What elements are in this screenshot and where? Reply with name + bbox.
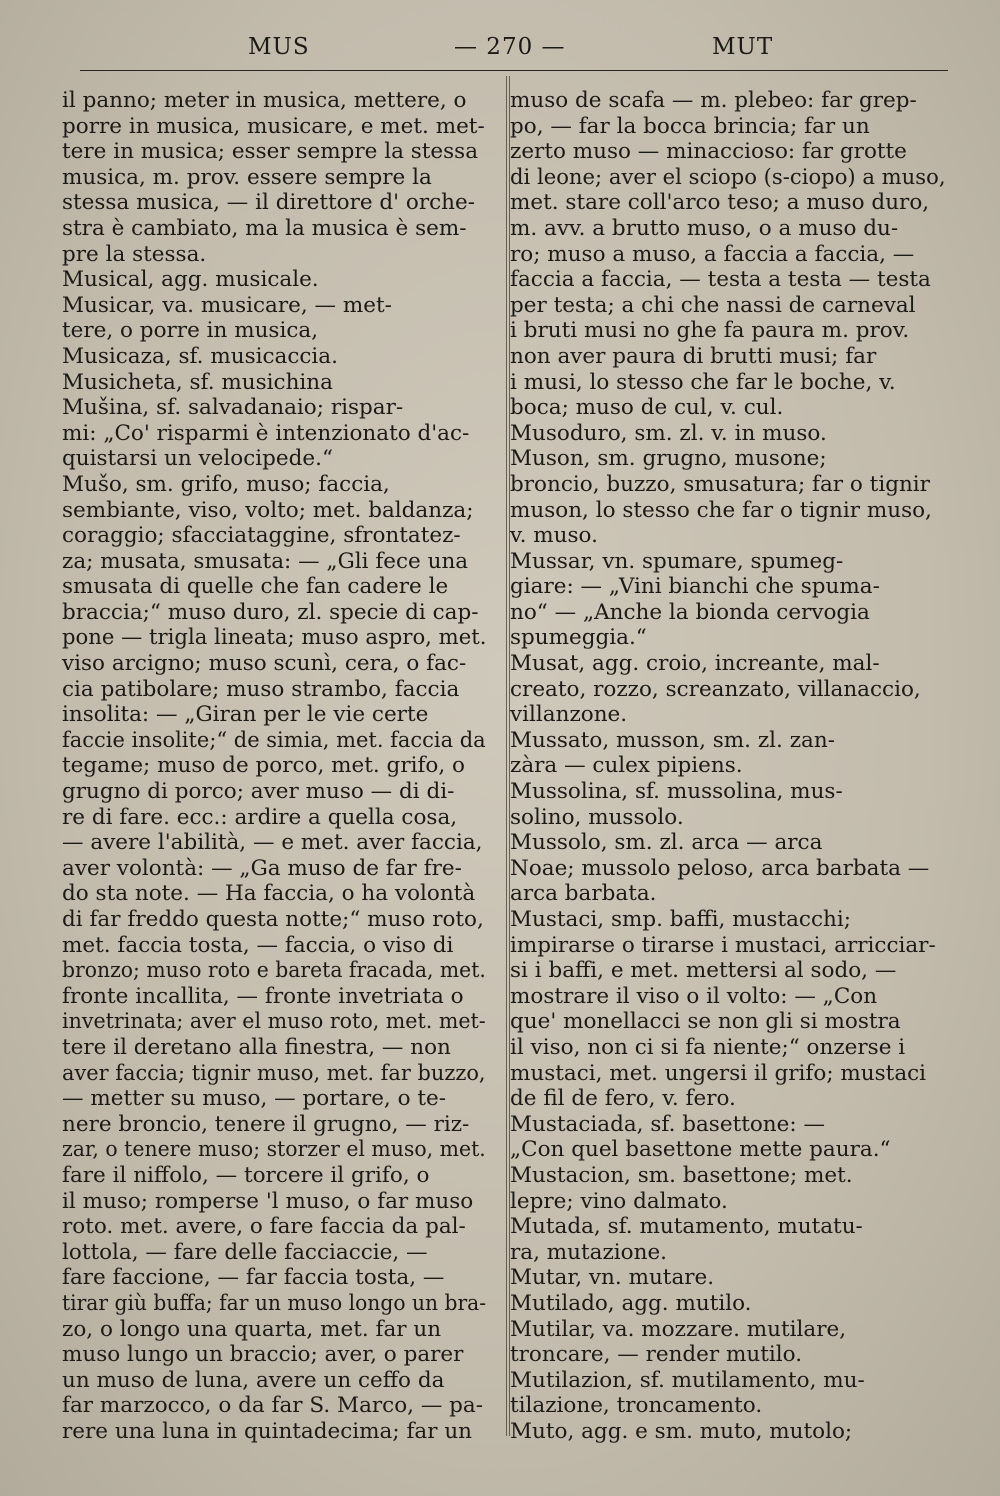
text-line: fronte incallita, — fronte invetriata o: [62, 983, 464, 1009]
text-line: muso de scafa — m. plebeo: far grep-: [510, 88, 917, 113]
text-line: creato, rozzo, screanzato, villanaccio,: [510, 676, 921, 702]
text-line: po, — far la bocca brincia; far un: [510, 113, 870, 139]
text-line: aver volontà: — „Ga muso de far fre-: [62, 855, 462, 881]
text-line: quistarsi un velocipede.“: [62, 446, 333, 472]
text-line: broncio, buzzo, smusatura; far o tignir: [510, 471, 930, 497]
text-line: do sta note. — Ha faccia, o ha volontà: [62, 881, 476, 907]
text-line: coraggio; sfacciataggine, sfrontatez-: [62, 523, 461, 549]
text-line: il panno; meter in musica, mettere, o: [62, 88, 467, 113]
text-line: Mušo, sm. grifo, muso; faccia,: [62, 471, 390, 497]
text-line: zerto muso — minaccioso: far grotte: [510, 139, 907, 165]
text-line: il viso, non ci si fa niente;“ onzerse i: [510, 1034, 906, 1060]
text-line: pre la stessa.: [62, 241, 207, 267]
text-line: per testa; a chi che nassi de carneval: [510, 292, 916, 318]
text-line: v. muso.: [510, 523, 598, 549]
text-line: Musicar, va. musicare, — met-: [62, 292, 392, 318]
text-line: faccie insolite;“ de simia, met. faccia da: [62, 727, 486, 753]
text-line: boca; muso de cul, v. cul.: [510, 395, 784, 421]
text-line: mi: „Co' risparmi è intenzionato d'ac-: [62, 420, 470, 446]
text-line: impirarse o tirarse i mustaci, arricciar-: [510, 932, 936, 958]
text-line: musica, m. prov. essere sempre la: [62, 164, 432, 190]
text-line: fare faccione, — far faccia tosta, —: [62, 1265, 445, 1291]
text-line: „Con quel basettone mette paura.“: [510, 1137, 891, 1163]
text-line: Musical, agg. musicale.: [62, 267, 319, 293]
header-right-guideword: MUT: [712, 34, 774, 60]
text-line: Mutilado, agg. mutilo.: [510, 1290, 752, 1316]
text-line: — avere l'abilità, — e met. aver faccia,: [62, 830, 483, 856]
text-line: rere una luna in quintadecima; far un: [62, 1418, 473, 1444]
text-line: Musicaza, sf. musicaccia.: [62, 343, 338, 369]
text-line: stra è cambiato, ma la musica è sem-: [62, 215, 467, 241]
text-line: si i baffi, e met. mettersi al sodo, —: [510, 958, 897, 984]
text-line: Muson, sm. grugno, musone;: [510, 446, 827, 472]
text-line: muson, lo stesso che far o tignir muso,: [510, 497, 932, 523]
text-line: non aver paura di brutti musi; far: [510, 343, 877, 369]
text-line: viso arcigno; muso scunì, cera, o fac-: [62, 651, 467, 677]
text-line: met. stare coll'arco teso; a muso duro,: [510, 190, 930, 216]
text-line: spumeggia.“: [510, 625, 647, 651]
text-line: porre in musica, musicare, e met. met-: [62, 113, 485, 139]
text-line: troncare, — render mutilo.: [510, 1342, 803, 1368]
text-line: Musoduro, sm. zl. v. in muso.: [510, 420, 827, 446]
text-line: — metter su muso, — portare, o te-: [62, 1086, 447, 1112]
text-line: zar, o tenere muso; storzer el muso, met.: [62, 1137, 486, 1163]
text-line: zàra — culex pipiens.: [510, 753, 743, 779]
text-line: Mustacion, sm. basettone; met.: [510, 1162, 853, 1188]
text-line: muso lungo un braccio; aver, o parer: [62, 1342, 464, 1368]
text-line: fare il niffolo, — torcere il grifo, o: [62, 1162, 430, 1188]
text-line: zo, o longo una quarta, met. far un: [62, 1316, 442, 1342]
text-line: di far freddo questa notte;“ muso roto,: [62, 907, 484, 932]
text-line: stessa musica, — il direttore d' orche-: [62, 190, 476, 216]
text-line: nere broncio, tenere il grugno, — riz-: [62, 1111, 470, 1137]
right-column: [510, 88, 946, 1444]
text-line: cia patibolare; muso strambo, faccia: [62, 676, 460, 702]
text-line: pone — trigla lineata; muso aspro, met.: [62, 625, 487, 651]
text-line: far marzocco, o da far S. Marco, — pa-: [62, 1393, 483, 1419]
text-line: Mušina, sf. salvadanaio; rispar-: [62, 395, 404, 421]
text-line: met. faccia tosta, — faccia, o viso di: [62, 932, 454, 958]
text-line: Mussolo, sm. zl. arca — arca: [510, 830, 823, 856]
text-line: Mustaci, smp. baffi, mustacchi;: [510, 907, 851, 932]
text-line: Muto, agg. e sm. muto, mutolo;: [510, 1418, 853, 1444]
text-line: faccia a faccia, — testa a testa — testa: [510, 267, 931, 293]
text-line: mostrare il viso o il volto: — „Con: [510, 983, 878, 1009]
left-column: [62, 88, 486, 1444]
text-line: Mutada, sf. mutamento, mutatu-: [510, 1214, 863, 1240]
text-line: insolita: — „Giran per le vie certe: [62, 702, 429, 728]
text-line: Mutar, vn. mutare.: [510, 1265, 715, 1291]
text-line: Noae; mussolo peloso, arca barbata —: [510, 855, 930, 881]
header-rule: [80, 70, 948, 71]
running-header: [70, 34, 940, 68]
text-line: de fil de fero, v. fero.: [510, 1086, 736, 1112]
text-line: Mussolina, sf. mussolina, mus-: [510, 779, 843, 805]
text-line: que' monellacci se non gli si mostra: [510, 1009, 901, 1035]
text-line: tere in musica; esser sempre la stessa: [62, 139, 479, 165]
text-line: Mutilar, va. mozzare. mutilare,: [510, 1316, 847, 1342]
header-left-guideword: MUS: [248, 34, 310, 60]
text-line: tirar giù buffa; far un muso longo un bra-: [62, 1290, 487, 1316]
text-line: di leone; aver el sciopo (s-ciopo) a muso,: [510, 164, 946, 190]
text-line: za; musata, smusata: — „Gli fece una: [62, 548, 469, 574]
text-line: smusata di quelle che fan cadere le: [62, 574, 449, 600]
text-line: bronzo; muso roto e bareta fracada, met.: [62, 958, 486, 984]
text-line: tegame; muso de porco, met. grifo, o: [62, 753, 465, 779]
text-line: grugno di porco; aver muso — di di-: [62, 779, 455, 805]
text-line: sembiante, viso, volto; met. baldanza;: [62, 497, 474, 523]
page-number: — 270 —: [454, 34, 566, 60]
text-line: i bruti musi no ghe fa paura m. prov.: [510, 318, 910, 344]
text-line: Mussar, vn. spumare, spumeg-: [510, 548, 844, 574]
text-line: ro; muso a muso, a faccia a faccia, —: [510, 241, 915, 267]
text-line: tere il deretano alla finestra, — non: [62, 1034, 451, 1060]
text-line: no“ — „Anche la bionda cervogia: [510, 599, 870, 625]
text-line: giare: — „Vini bianchi che spuma-: [510, 574, 880, 600]
text-line: villanzone.: [510, 702, 628, 728]
text-line: braccia;“ muso duro, zl. specie di cap-: [62, 599, 479, 625]
text-line: tilazione, troncamento.: [510, 1393, 763, 1419]
text-line: re di fare. ecc.: ardire a quella cosa,: [62, 804, 458, 830]
text-line: lottola, — fare delle facciaccie, —: [62, 1239, 428, 1265]
text-line: m. avv. a brutto muso, o a muso du-: [510, 215, 899, 241]
text-line: lepre; vino dalmato.: [510, 1188, 728, 1214]
text-line: il muso; romperse 'l muso, o far muso: [62, 1188, 474, 1214]
text-line: invetrinata; aver el muso roto, met. met-: [62, 1009, 486, 1035]
text-line: Mustaciada, sf. basettone: —: [510, 1111, 825, 1137]
text-line: Musat, agg. croio, increante, mal-: [510, 651, 880, 677]
text-line: un muso de luna, avere un ceffo da: [62, 1367, 445, 1393]
text-line: ra, mutazione.: [510, 1239, 668, 1265]
text-line: Musicheta, sf. musichina: [62, 369, 333, 395]
text-line: Mutilazion, sf. mutilamento, mu-: [510, 1367, 865, 1393]
text-line: roto. met. avere, o fare faccia da pal-: [62, 1214, 466, 1240]
text-line: tere, o porre in musica,: [62, 318, 319, 344]
text-line: solino, mussolo.: [510, 804, 684, 830]
text-line: aver faccia; tignir muso, met. far buzzo,: [62, 1060, 486, 1086]
text-line: arca barbata.: [510, 881, 657, 907]
text-line: mustaci, met. ungersi il grifo; mustaci: [510, 1060, 927, 1086]
text-line: Mussato, musson, sm. zl. zan-: [510, 727, 835, 753]
text-line: i musi, lo stesso che far le boche, v.: [510, 369, 896, 395]
